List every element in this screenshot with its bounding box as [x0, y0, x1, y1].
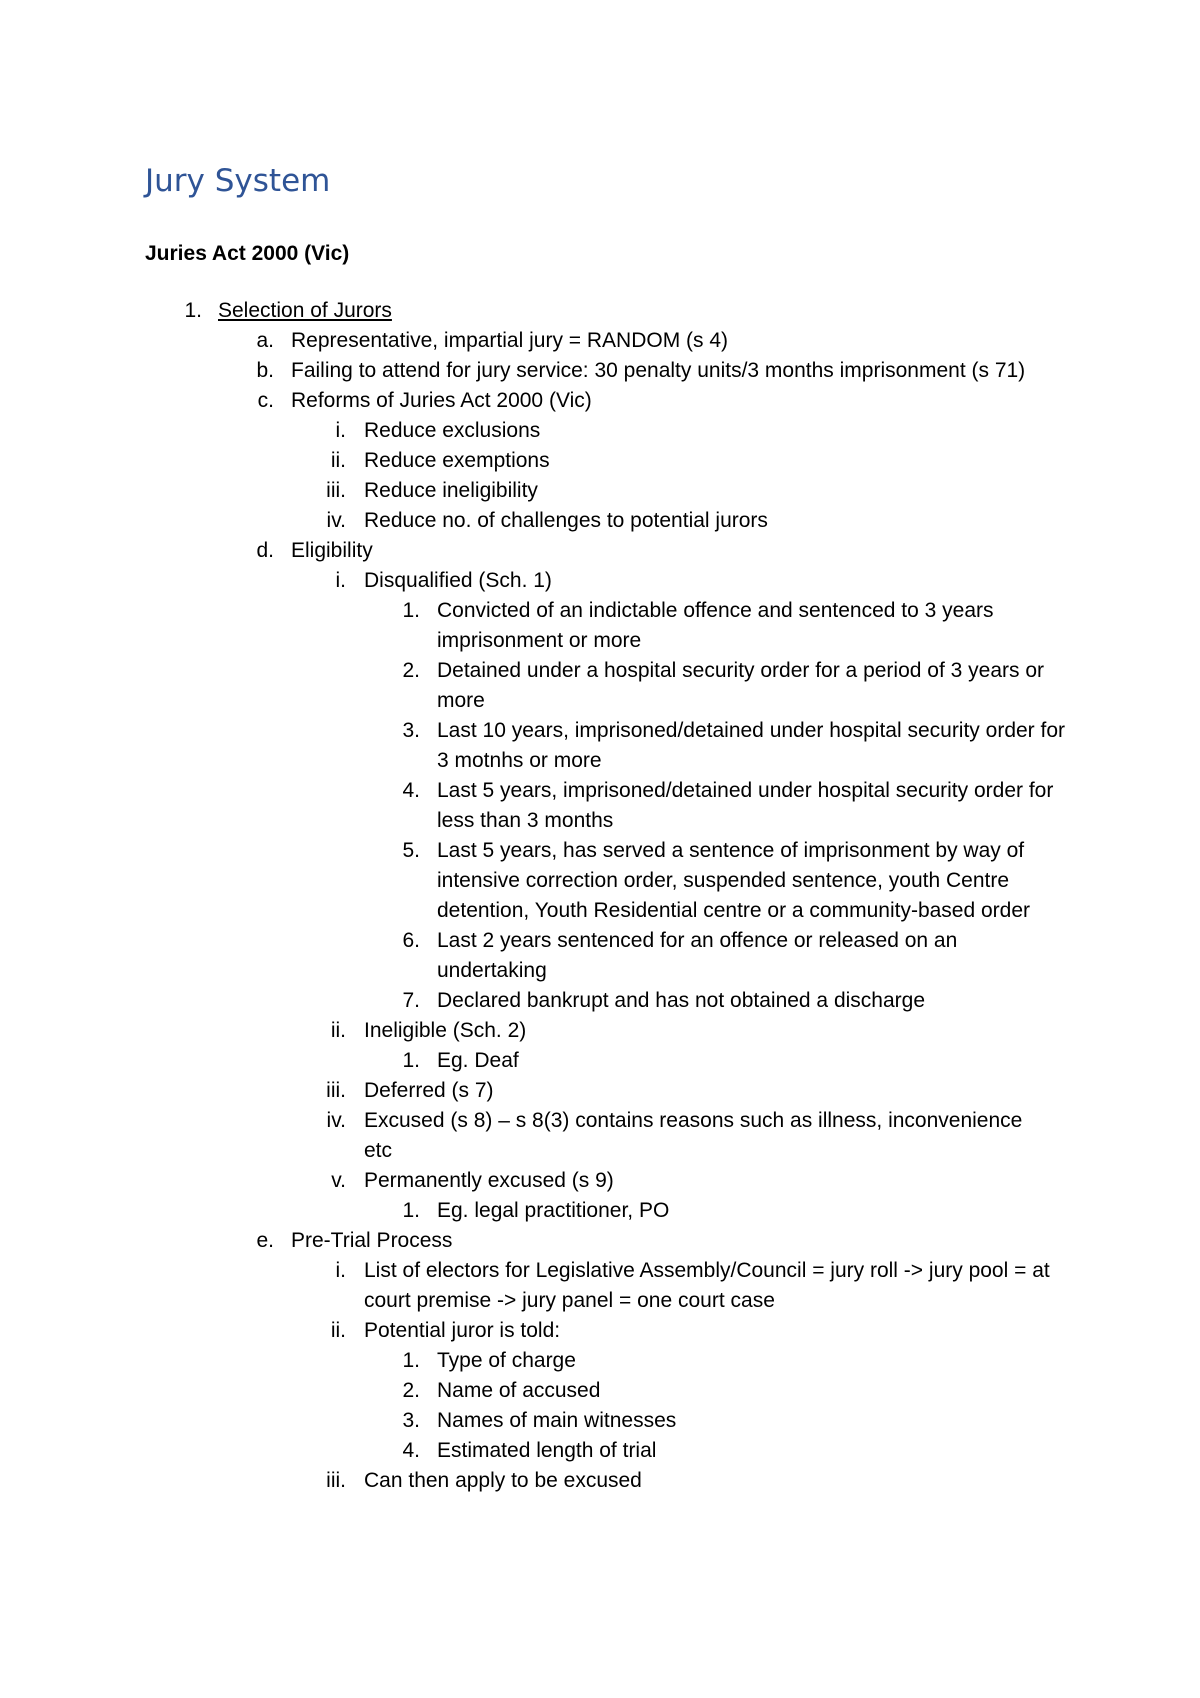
list-item [0, 836, 1200, 926]
list-marker: d. [256, 539, 274, 562]
list-item-text: Name of accused [437, 1379, 601, 1402]
list-item [0, 356, 1200, 386]
list-item-text: Reforms of Juries Act 2000 (Vic) [291, 389, 592, 412]
list-item-text: Disqualified (Sch. 1) [364, 569, 552, 592]
list-marker: ii. [330, 449, 346, 472]
list-marker: 1. [402, 1349, 420, 1372]
list-item [0, 536, 1200, 566]
list-item-text: Reduce exemptions [364, 449, 550, 472]
list-item-text: Reduce exclusions [364, 419, 541, 442]
list-marker: ii. [330, 1319, 346, 1342]
list-item-text: Can then apply to be excused [364, 1469, 642, 1492]
list-marker: 5. [402, 839, 420, 862]
list-item [0, 716, 1200, 776]
list-marker: a. [256, 329, 274, 352]
list-marker: 3. [402, 719, 420, 742]
list-item-text: Eg. Deaf [437, 1049, 519, 1072]
list-marker: iii. [326, 1079, 346, 1102]
list-item-text: Permanently excused (s 9) [364, 1169, 614, 1192]
list-item-text: Eg. legal practitioner, PO [437, 1199, 670, 1222]
document-subtitle: Juries Act 2000 (Vic) [145, 242, 350, 265]
list-marker: 6. [402, 929, 420, 952]
list-item [0, 986, 1200, 1016]
list-marker: 4. [402, 779, 420, 802]
list-marker: ii. [330, 1019, 346, 1042]
document-title: Jury System [145, 163, 331, 199]
list-marker: c. [257, 389, 274, 412]
list-item-text: Convicted of an indictable offence and sentenced to 3 years imprisonment or more [437, 599, 994, 652]
list-item [0, 1196, 1200, 1226]
list-marker: iv. [326, 509, 346, 532]
list-marker: 1. [402, 599, 420, 622]
list-item-text: Pre-Trial Process [291, 1229, 453, 1252]
list-marker: 7. [402, 989, 420, 1012]
list-item-text: Names of main witnesses [437, 1409, 677, 1432]
list-item-text: Estimated length of trial [437, 1439, 657, 1462]
list-marker: iii. [326, 1469, 346, 1492]
list-item-text: Declared bankrupt and has not obtained a discharge [437, 989, 926, 1012]
outline-list [0, 296, 1200, 1496]
list-marker: i. [335, 1259, 346, 1282]
list-item [0, 1376, 1200, 1406]
list-item-text: Reduce ineligibility [364, 479, 538, 502]
list-item-text: List of electors for Legislative Assembly/Council = jury roll -> jury pool = at court premise -> jury panel = one court case [364, 1259, 1050, 1312]
list-item [0, 386, 1200, 416]
list-item [0, 506, 1200, 536]
list-item [0, 776, 1200, 836]
list-item [0, 656, 1200, 716]
list-marker: i. [335, 569, 346, 592]
list-item-text: Ineligible (Sch. 2) [364, 1019, 527, 1042]
list-item [0, 446, 1200, 476]
list-marker: e. [256, 1229, 274, 1252]
list-item [0, 476, 1200, 506]
list-item-text: Last 2 years sentenced for an offence or released on an undertaking [437, 929, 958, 982]
list-item-text: Last 5 years, imprisoned/detained under hospital security order for less than 3 months [437, 779, 1054, 832]
list-marker: 3. [402, 1409, 420, 1432]
list-item-text: Representative, impartial jury = RANDOM (s 4) [291, 329, 729, 352]
list-marker: iii. [326, 479, 346, 502]
list-item [0, 1076, 1200, 1106]
list-marker: 1. [402, 1049, 420, 1072]
list-marker: iv. [326, 1109, 346, 1132]
list-marker: 1. [402, 1199, 420, 1222]
list-marker: 2. [402, 1379, 420, 1402]
list-item [0, 416, 1200, 446]
list-item-text: Deferred (s 7) [364, 1079, 494, 1102]
list-item [0, 326, 1200, 356]
list-item-text: Last 10 years, imprisoned/detained under hospital security order for 3 motnhs or more [437, 719, 1066, 772]
list-item [0, 1346, 1200, 1376]
list-item-text: Detained under a hospital security order for a period of 3 years or more [437, 659, 1045, 712]
list-item-text: Selection of Jurors [218, 299, 392, 322]
list-item [0, 1256, 1200, 1316]
list-marker: b. [256, 359, 274, 382]
list-item [0, 926, 1200, 986]
list-item [0, 1046, 1200, 1076]
list-item [0, 1016, 1200, 1046]
list-item-text: Excused (s 8) – s 8(3) contains reasons such as illness, inconvenience etc [364, 1109, 1023, 1162]
list-item-text: Type of charge [437, 1349, 576, 1372]
list-item-text: Reduce no. of challenges to potential jurors [364, 509, 768, 532]
list-item [0, 296, 1200, 326]
list-item [0, 1316, 1200, 1346]
list-item [0, 1226, 1200, 1256]
list-marker: 2. [402, 659, 420, 682]
list-marker: i. [335, 419, 346, 442]
list-item [0, 566, 1200, 596]
list-item [0, 1106, 1200, 1166]
list-marker: 4. [402, 1439, 420, 1462]
list-item-text: Potential juror is told: [364, 1319, 561, 1342]
list-item [0, 596, 1200, 656]
list-item [0, 1166, 1200, 1196]
list-item [0, 1466, 1200, 1496]
list-item-text: Failing to attend for jury service: 30 penalty units/3 months imprisonment (s 71) [291, 359, 1026, 382]
list-marker: 1. [184, 299, 202, 322]
list-item-text: Eligibility [291, 539, 373, 562]
list-marker: v. [331, 1169, 346, 1192]
list-item [0, 1436, 1200, 1466]
list-item [0, 1406, 1200, 1436]
list-item-text: Last 5 years, has served a sentence of imprisonment by way of intensive correction order, suspended sentence, youth Centre detention, Youth Residential centre or a community-based order [437, 839, 1031, 922]
